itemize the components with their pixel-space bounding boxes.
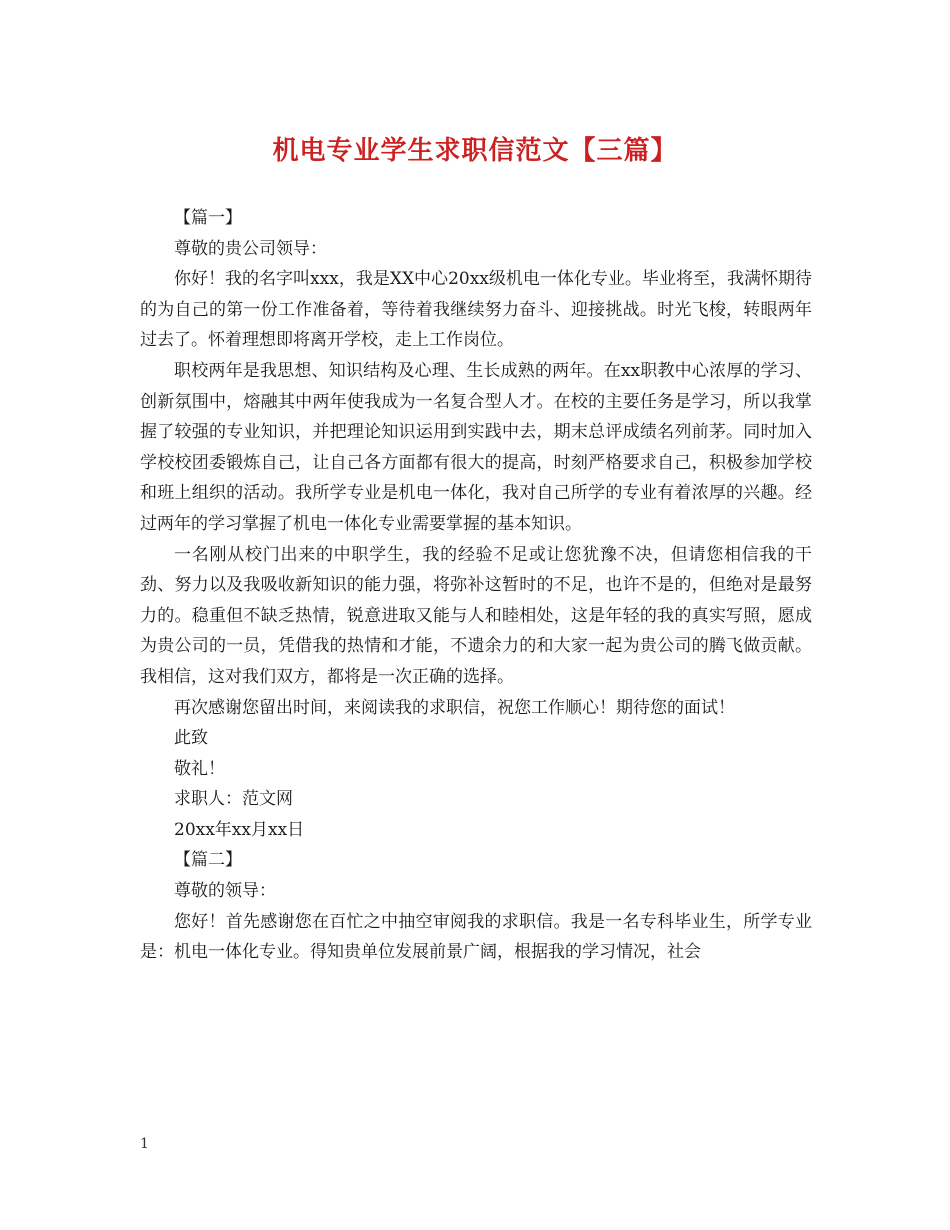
salutation: 尊敬的领导： — [174, 881, 276, 902]
closing-line: 此致 — [174, 728, 208, 749]
paragraph: 再次感谢您留出时间，来阅读我的求职信，祝您工作顺心！期待您的面试！ — [174, 697, 735, 718]
document-body — [140, 203, 812, 968]
paragraph: 您好！首先感谢您在百忙之中抽空审阅我的求职信。我是一名专科毕业生，所学专业是：机电一体化专业。得知贵单位发展前景广阔，根据我的学习情况，社会 — [140, 911, 812, 963]
section-heading-1: 【篇一】 — [174, 208, 242, 228]
paragraph: 一名刚从校门出来的中职学生，我的经验不足或让您犹豫不决，但请您相信我的干劲、努力以及我吸收新知识的能力强，将弥补这暂时的不足，也许不是的，但绝对是最努力的。稳重但不缺乏热情，锐意进取又能与人和睦相处，这是年轻的我的真实写照，愿成为贵公司的一员，凭借我的热情和才能，不遗余力的和大家一起为贵公司的腾飞做贡献。我相信，这对我们双方，都将是一次正确的选择。 — [140, 544, 812, 687]
signature-line: 求职人：范文网 — [174, 789, 293, 810]
section-heading-2: 【篇二】 — [174, 850, 242, 871]
page-number: 1 — [140, 1136, 149, 1152]
paragraph: 职校两年是我思想、知识结构及心理、生长成熟的两年。在xx职教中心浓厚的学习、创新氛围中，熔融其中两年使我成为一名复合型人才。在校的主要任务是学习，所以我掌握了较强的专业知识，并把理论知识运用到实践中去，期末总评成绩名列前茅。同时加入学校校团委锻炼自己，让自己各方面都有很大的提高，时刻严格要求自己，积极参加学校和班上组织的活动。我所学专业是机电一体化，我对自己所学的专业有着浓厚的兴趣。经过两年的学习掌握了机电一体化专业需要掌握的基本知识。 — [140, 360, 812, 534]
closing-line: 敬礼！ — [174, 758, 225, 779]
paragraph: 你好！我的名字叫xxx，我是XX中心20xx级机电一体化专业。毕业将至，我满怀期待的为自己的第一份工作准备着，等待着我继续努力奋斗、迎接挑战。时光飞梭，转眼两年过去了。怀着理想即将离开学校，走上工作岗位。 — [140, 269, 812, 351]
salutation: 尊敬的贵公司领导： — [174, 238, 327, 259]
date-line: 20xx年xx月xx日 — [174, 819, 305, 840]
document-title: 机电专业学生求职信范文【三篇】 — [272, 136, 678, 166]
